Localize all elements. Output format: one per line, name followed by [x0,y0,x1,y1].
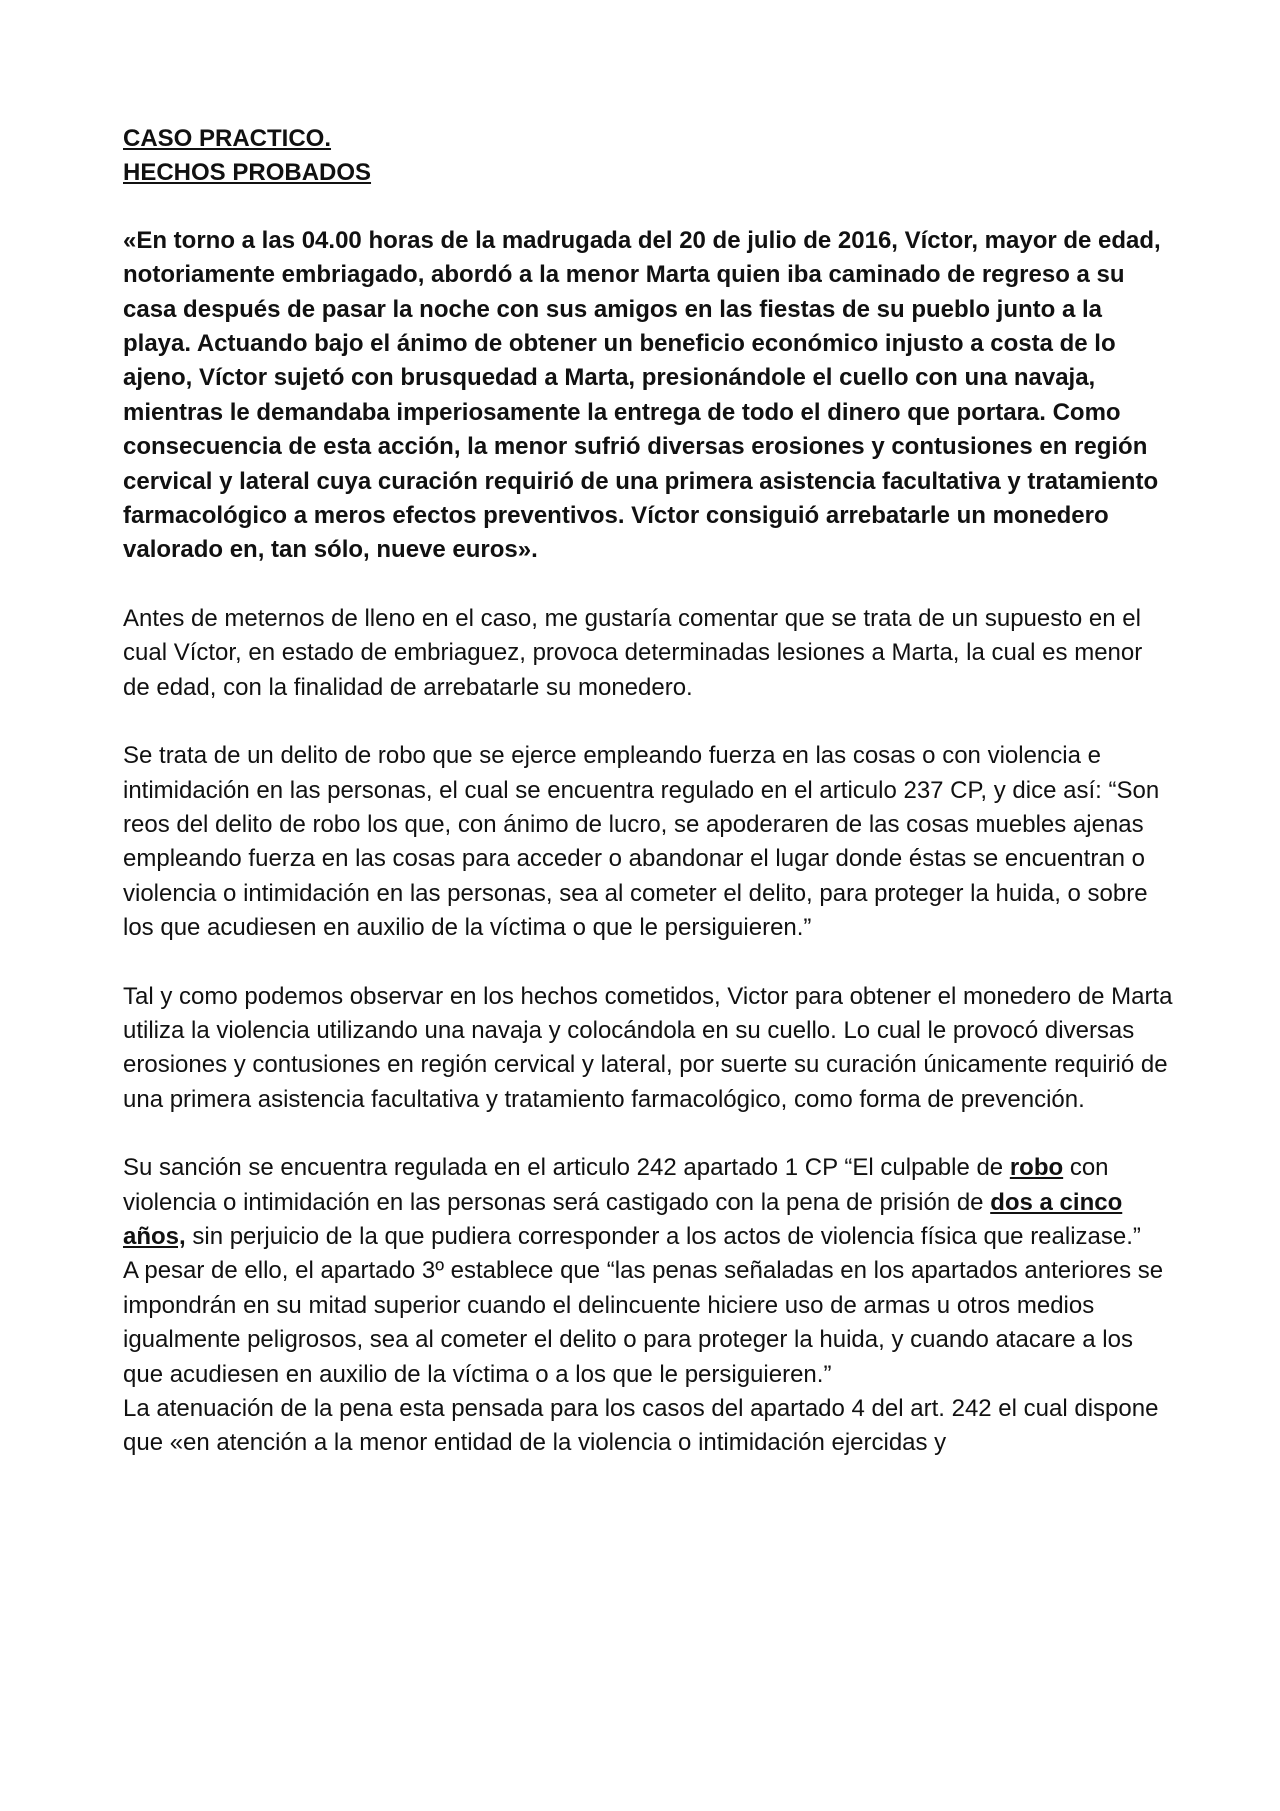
proven-facts-paragraph: «En torno a las 04.00 horas de la madrugada del 20 de julio de 2016, Víctor, mayor de edad, notoriamente embriagado, abordó a la menor Marta quien iba caminado de regreso a su casa después de pasar la noche con sus amigos en las fiestas de su pueblo junto a la playa. Actuando bajo el ánimo de obtener un beneficio económico injusto a costa de lo ajeno, Víctor sujetó con brusquedad a Marta, presionándole el cuello con una navaja, mientras le demandaba imperiosamente la entrega de todo el dinero que portara. Como consecuencia de esta acción, la menor sufrió diversas erosiones y contusiones en región cervical y lateral cuya curación requirió de una primera asistencia facultativa y tratamiento farmacológico a meros efectos preventivos. Víctor consiguió arrebatarle un monedero valorado en, tan sólo, nueve euros». [123,226,1161,564]
analysis-paragraph: Tal y como podemos observar en los hechos cometidos, Victor para obtener el monedero de Marta utiliza la violencia utilizando una navaja y colocándola en su cuello. Lo cual le provocó diversas erosiones y contusiones en región cervical y lateral, por suerte su curación únicamente requirió de una primera asistencia facultativa y tratamiento farmacológico, como forma de prevención. [123,982,1173,1113]
penalty-emphasis: dos a cinco años, [123,1188,1123,1250]
article-237-paragraph: Se trata de un delito de robo que se ejerce empleando fuerza en las cosas o con violencia e intimidación en las personas, el cual se encuentra regulado en el articulo 237 CP, y dice así: “Son reos del delito de robo los que, con ánimo de lucro, se apoderaren de las cosas muebles ajenas empleando fuerza en las cosas para acceder o abandonar el lugar donde éstas se encuentran o violencia o intimidación en las personas, sea al cometer el delito, para proteger la huida, o sobre los que acudiesen en auxilio de la víctima o que le persiguieren.” [123,742,1160,942]
article-242-paragraph [123,1151,1173,1254]
attenuation-paragraph: La atenuación de la pena esta pensada para los casos del apartado 4 del art. 242 el cual dispone que «en atención a la menor entidad de la violencia o intimidación ejercidas y [123,1395,1159,1457]
intro-paragraph: Antes de meternos de lleno en el caso, me gustaría comentar que se trata de un supuesto en el cual Víctor, en estado de embriaguez, provoca determinadas lesiones a Marta, la cual es menor de edad, con la finalidad de arrebatarle su monedero. [123,604,1143,701]
title-line-1: CASO PRACTICO. [123,125,332,152]
document-title [123,122,1173,191]
robo-emphasis: robo [1009,1154,1064,1182]
document-page [123,122,1173,1461]
title-line-2: HECHOS PROBADOS [123,159,372,187]
article-242-text-a: Su sanción se encuentra regulada en el articulo 242 apartado 1 CP “El culpable de [123,1154,1010,1182]
aggravation-paragraph: A pesar de ello, el apartado 3º establece que “las penas señaladas en los apartados anteriores se impondrán en su mitad superior cuando el delincuente hiciere uso de armas u otros medios igualmente peligrosos, sea al cometer el delito o para proteger la huida, y cuando atacare a los que acudiesen en auxilio de la víctima o a los que le persiguieren.” [123,1257,1164,1388]
article-242-text-c: sin perjuicio de la que pudiera corresponder a los actos de violencia física que realizase.” [185,1222,1141,1250]
article-242-text-b: con violencia o intimidación en las personas será castigado con la pena de prisión de [123,1154,1109,1216]
